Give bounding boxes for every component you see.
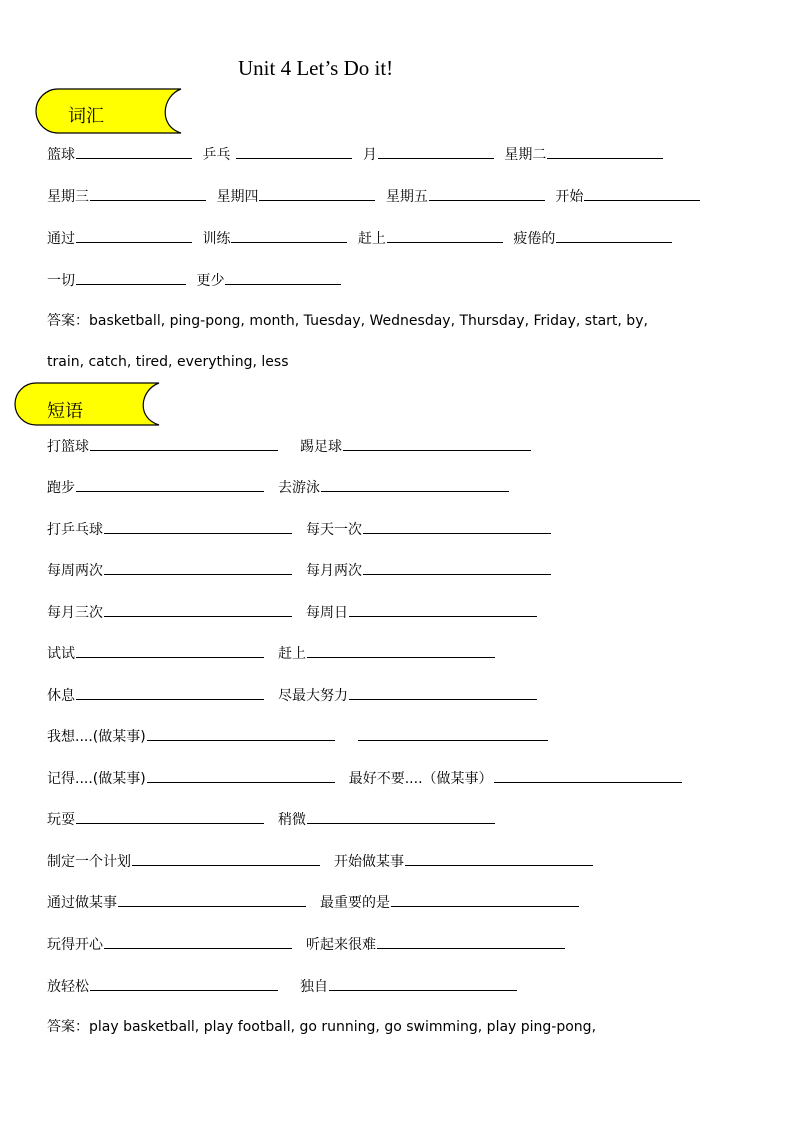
phrase-item xyxy=(278,477,509,498)
phrase-label: 独自 xyxy=(300,979,328,995)
phrase-item xyxy=(47,934,292,955)
answer-blank[interactable] xyxy=(377,934,565,949)
vocab-row xyxy=(47,144,669,164)
phrase-item xyxy=(300,976,517,997)
banner-shape xyxy=(34,88,184,134)
phrase-label: 打篮球 xyxy=(47,439,89,455)
phrase-row xyxy=(47,477,515,497)
answer-blank[interactable] xyxy=(405,851,593,866)
vocab-row xyxy=(47,186,706,206)
phrases-answer-line: 答案：play basketball, play football, go running, go swimming, play ping-pong, xyxy=(47,1019,597,1035)
banner-shape xyxy=(14,382,162,426)
answer-blank[interactable] xyxy=(321,477,509,492)
vocab-answer-line: 答案：basketball, ping-pong, month, Tuesday, Wednesday, Thursday, Friday, start, by, xyxy=(47,313,648,329)
phrase-item xyxy=(47,976,278,997)
phrase-label: 放轻松 xyxy=(47,979,89,995)
phrase-label: 开始做某事 xyxy=(334,854,404,870)
answer-blank[interactable] xyxy=(225,270,341,285)
phrase-item xyxy=(47,809,264,830)
answer-blank[interactable] xyxy=(349,602,537,617)
vocab-item: 星期四 xyxy=(216,186,375,207)
phrase-item xyxy=(47,602,292,623)
answer-blank[interactable] xyxy=(259,186,375,201)
phrase-item xyxy=(300,436,531,457)
phrase-row xyxy=(47,934,571,954)
vocab-row xyxy=(47,228,678,248)
vocab-item: 一切 xyxy=(47,270,186,291)
phrase-row xyxy=(47,685,543,705)
answer-blank[interactable] xyxy=(90,976,278,991)
vocab-item: 训练 xyxy=(202,228,347,249)
phrase-label: 赶上 xyxy=(278,646,306,662)
phrase-row xyxy=(47,976,523,996)
phrase-label: 听起来很难 xyxy=(306,937,376,953)
phrase-label: 试试 xyxy=(47,646,75,662)
phrase-item xyxy=(47,726,335,747)
vocab-answer-line: train, catch, tired, everything, less xyxy=(47,354,289,370)
answer-blank[interactable] xyxy=(307,809,495,824)
answer-blank[interactable] xyxy=(76,643,264,658)
phrase-label: 每月两次 xyxy=(306,563,362,579)
phrase-label: 玩得开心 xyxy=(47,937,103,953)
phrase-item xyxy=(47,519,292,540)
phrase-row xyxy=(47,436,537,456)
answer-blank[interactable] xyxy=(76,228,192,243)
answer-blank[interactable] xyxy=(494,768,682,783)
phrase-label: 每月三次 xyxy=(47,605,103,621)
vocab-item: 赶上 xyxy=(358,228,503,249)
phrase-label: 每周两次 xyxy=(47,563,103,579)
phrase-item xyxy=(349,768,682,789)
phrase-row xyxy=(47,602,543,622)
answer-blank[interactable] xyxy=(363,560,551,575)
phrase-item xyxy=(47,685,264,706)
vocab-heading: 词汇 xyxy=(68,106,104,127)
answer-blank[interactable] xyxy=(547,144,663,159)
vocab-row xyxy=(47,270,347,290)
answer-blank[interactable] xyxy=(147,726,335,741)
vocab-item: 月 xyxy=(363,144,494,165)
phrase-item xyxy=(47,768,335,789)
phrase-item xyxy=(47,851,320,872)
answer-blank[interactable] xyxy=(132,851,320,866)
phrase-label: 每周日 xyxy=(306,605,348,621)
answer-blank[interactable] xyxy=(90,186,206,201)
answer-blank[interactable] xyxy=(363,519,551,534)
phrase-item xyxy=(278,809,495,830)
answer-blank[interactable] xyxy=(358,726,548,741)
phrase-item xyxy=(47,477,264,498)
answer-blank[interactable] xyxy=(104,560,292,575)
answer-blank[interactable] xyxy=(378,144,494,159)
answer-blank[interactable] xyxy=(76,477,264,492)
phrase-item xyxy=(334,851,593,872)
vocab-item: 星期三 xyxy=(47,186,206,207)
phrase-item xyxy=(47,643,264,664)
vocab-item: 乒乓 xyxy=(202,144,352,165)
answer-blank[interactable] xyxy=(349,685,537,700)
phrase-label: 跑步 xyxy=(47,480,75,496)
vocab-item: 疲倦的 xyxy=(513,228,672,249)
answer-blank[interactable] xyxy=(387,228,503,243)
answer-blank[interactable] xyxy=(429,186,545,201)
phrase-item xyxy=(278,685,537,706)
phrase-label: 每天一次 xyxy=(306,522,362,538)
vocab-item: 更少 xyxy=(196,270,341,291)
answer-blank[interactable] xyxy=(76,270,186,285)
phrase-item xyxy=(320,892,579,913)
phrase-item xyxy=(47,560,292,581)
vocab-item: 开始 xyxy=(555,186,700,207)
phrase-item xyxy=(47,436,278,457)
answer-blank[interactable] xyxy=(556,228,672,243)
phrase-row xyxy=(47,892,585,912)
vocab-item: 通过 xyxy=(47,228,192,249)
answer-blank[interactable] xyxy=(329,976,517,991)
phrase-item xyxy=(278,643,495,664)
phrase-label: 踢足球 xyxy=(300,439,342,455)
phrase-row xyxy=(47,643,501,663)
phrase-label: 记得....(做某事) xyxy=(47,771,146,787)
phrase-label: 尽最大努力 xyxy=(278,688,348,704)
phrases-banner xyxy=(14,382,162,426)
phrase-label: 我想....(做某事) xyxy=(47,729,146,745)
phrase-label: 去游泳 xyxy=(278,480,320,496)
answer-blank[interactable] xyxy=(104,602,292,617)
vocab-item: 篮球 xyxy=(47,144,192,165)
answer-blank[interactable] xyxy=(76,685,264,700)
phrase-item xyxy=(306,519,551,540)
phrase-label: 最重要的是 xyxy=(320,895,390,911)
phrase-item xyxy=(306,602,537,623)
vocab-item: 星期五 xyxy=(386,186,545,207)
phrase-label: 休息 xyxy=(47,688,75,704)
phrase-row xyxy=(47,809,501,829)
phrase-item xyxy=(306,560,551,581)
phrase-label: 通过做某事 xyxy=(47,895,117,911)
phrase-item xyxy=(357,726,548,747)
answer-blank[interactable] xyxy=(391,892,579,907)
phrase-label: 制定一个计划 xyxy=(47,854,131,870)
answer-blank[interactable] xyxy=(104,934,292,949)
phrase-row xyxy=(47,519,557,539)
answer-blank[interactable] xyxy=(147,768,335,783)
answer-blank[interactable] xyxy=(584,186,700,201)
phrases-heading: 短语 xyxy=(47,401,83,422)
answer-blank[interactable] xyxy=(118,892,306,907)
answer-blank[interactable] xyxy=(307,643,495,658)
vocab-item: 星期二 xyxy=(504,144,663,165)
phrase-label: 玩耍 xyxy=(47,812,75,828)
phrase-row xyxy=(47,726,554,746)
answer-blank[interactable] xyxy=(231,228,347,243)
answer-blank[interactable] xyxy=(76,809,264,824)
answer-blank[interactable] xyxy=(343,436,531,451)
phrase-row xyxy=(47,560,557,580)
phrase-label: 最好不要....（做某事） xyxy=(348,771,493,787)
phrase-row xyxy=(47,851,599,871)
phrase-label: 打乒乓球 xyxy=(47,522,103,538)
answer-blank[interactable] xyxy=(76,144,192,159)
vocab-banner xyxy=(34,88,184,134)
answer-blank[interactable] xyxy=(90,436,278,451)
answer-blank[interactable] xyxy=(236,144,352,159)
page-title: Unit 4 Let’s Do it! xyxy=(238,56,394,80)
phrase-row xyxy=(47,768,688,788)
answer-blank[interactable] xyxy=(104,519,292,534)
phrase-label: 稍微 xyxy=(278,812,306,828)
phrase-item xyxy=(47,892,306,913)
phrase-item xyxy=(306,934,565,955)
